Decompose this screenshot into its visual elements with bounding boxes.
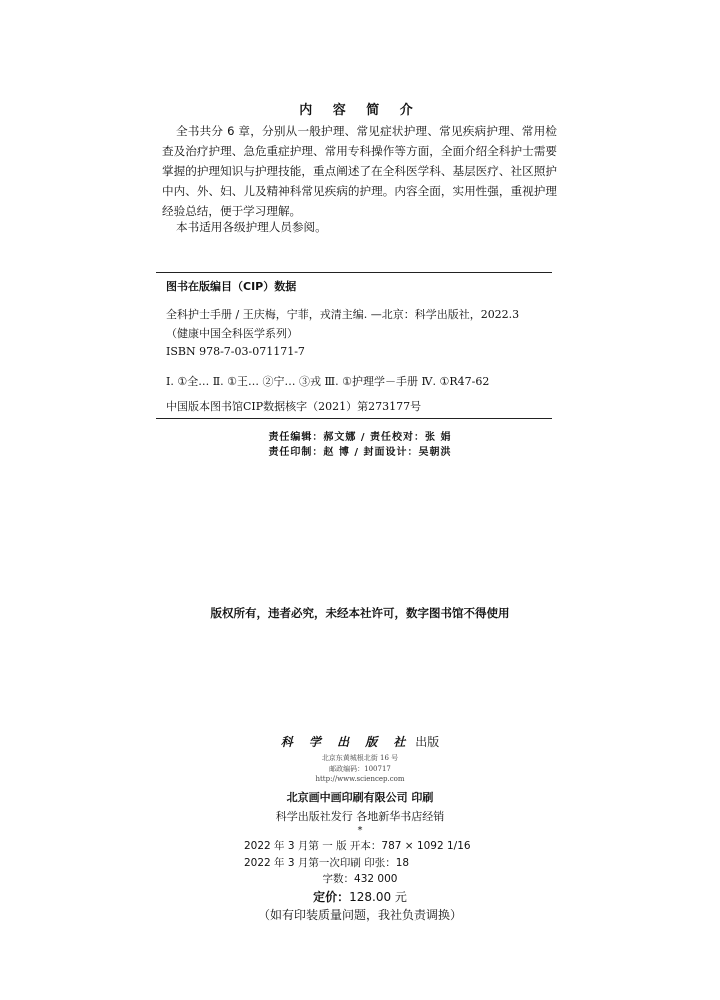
price-line (0, 888, 720, 905)
distribution-line: 科学出版社发行 各地新华书店经销 (275, 810, 445, 823)
publisher-suffix: 出版 (415, 735, 440, 749)
publisher-name: 科 学 出 版 社 (280, 735, 412, 749)
staff-line-1: 责任编辑：郝文娜 / 责任校对：张 娟 (268, 432, 452, 443)
cip-top-rule (156, 272, 552, 273)
staff-line-2: 责任印制：赵 博 / 封面设计：吴朝洪 (268, 447, 452, 458)
spec-row-3: 字数：432 000 (322, 873, 398, 885)
publisher-postcode: 邮政编码：100717 (329, 765, 391, 773)
printer-line: 北京画中画印刷有限公司 印刷 (286, 791, 434, 804)
publisher-address: 北京东黄城根北街 16 号 (321, 754, 399, 762)
cip-bottom-rule (156, 418, 552, 419)
cip-heading: 图书在版编目（CIP）数据 (166, 280, 297, 293)
separator-star: * (357, 825, 363, 836)
spec-row-1: 2022 年 3 月第 一 版 开本：787 × 1092 1/16 (244, 840, 471, 852)
copyright-notice: 版权所有，违者必究，未经本社许可，数字图书馆不得使用 (210, 606, 510, 620)
price-value: 128.00 元 (349, 890, 407, 904)
cip-line-5: 中国版本图书馆CIP数据核字（2021）第273177号 (166, 400, 422, 413)
spec-row-2: 2022 年 3 月第一次印刷 印张：18 (244, 857, 410, 869)
cip-line-4: Ⅰ. ①全… Ⅱ. ①王… ②宁… ③戎 Ⅲ. ①护理学－手册 Ⅳ. ①R47-62 (166, 375, 490, 388)
cip-line-2: （健康中国全科医学系列） (166, 327, 298, 340)
intro-audience: 本书适用各级护理人员参阅。 (176, 220, 327, 234)
publisher-line (0, 733, 720, 750)
price-label: 定价： (313, 890, 350, 904)
intro-title: 内 容 简 介 (299, 103, 421, 118)
quality-note: （如有印装质量问题，我社负责调换） (257, 908, 462, 922)
intro-paragraph: 全书共分 6 章，分别从一般护理、常见症状护理、常见疾病护理、常用检查及治疗护理、急危重症护理、常用专科操作等方面，全面介绍全科护士需要掌握的护理知识与护理技能，重点阐述了在全科医学科、基层医疗、社区照护中内、外、妇、儿及精神科常见疾病的护理。内容全面，实用性强，重视护理经验总结，便于学习理解。 (162, 124, 557, 218)
cip-line-1: 全科护士手册 / 王庆梅，宁菲，戎清主编. —北京：科学出版社，2022.3 (166, 308, 520, 321)
publisher-website: http://www.sciencep.com (315, 775, 405, 783)
cip-line-3: ISBN 978-7-03-071171-7 (166, 345, 305, 358)
